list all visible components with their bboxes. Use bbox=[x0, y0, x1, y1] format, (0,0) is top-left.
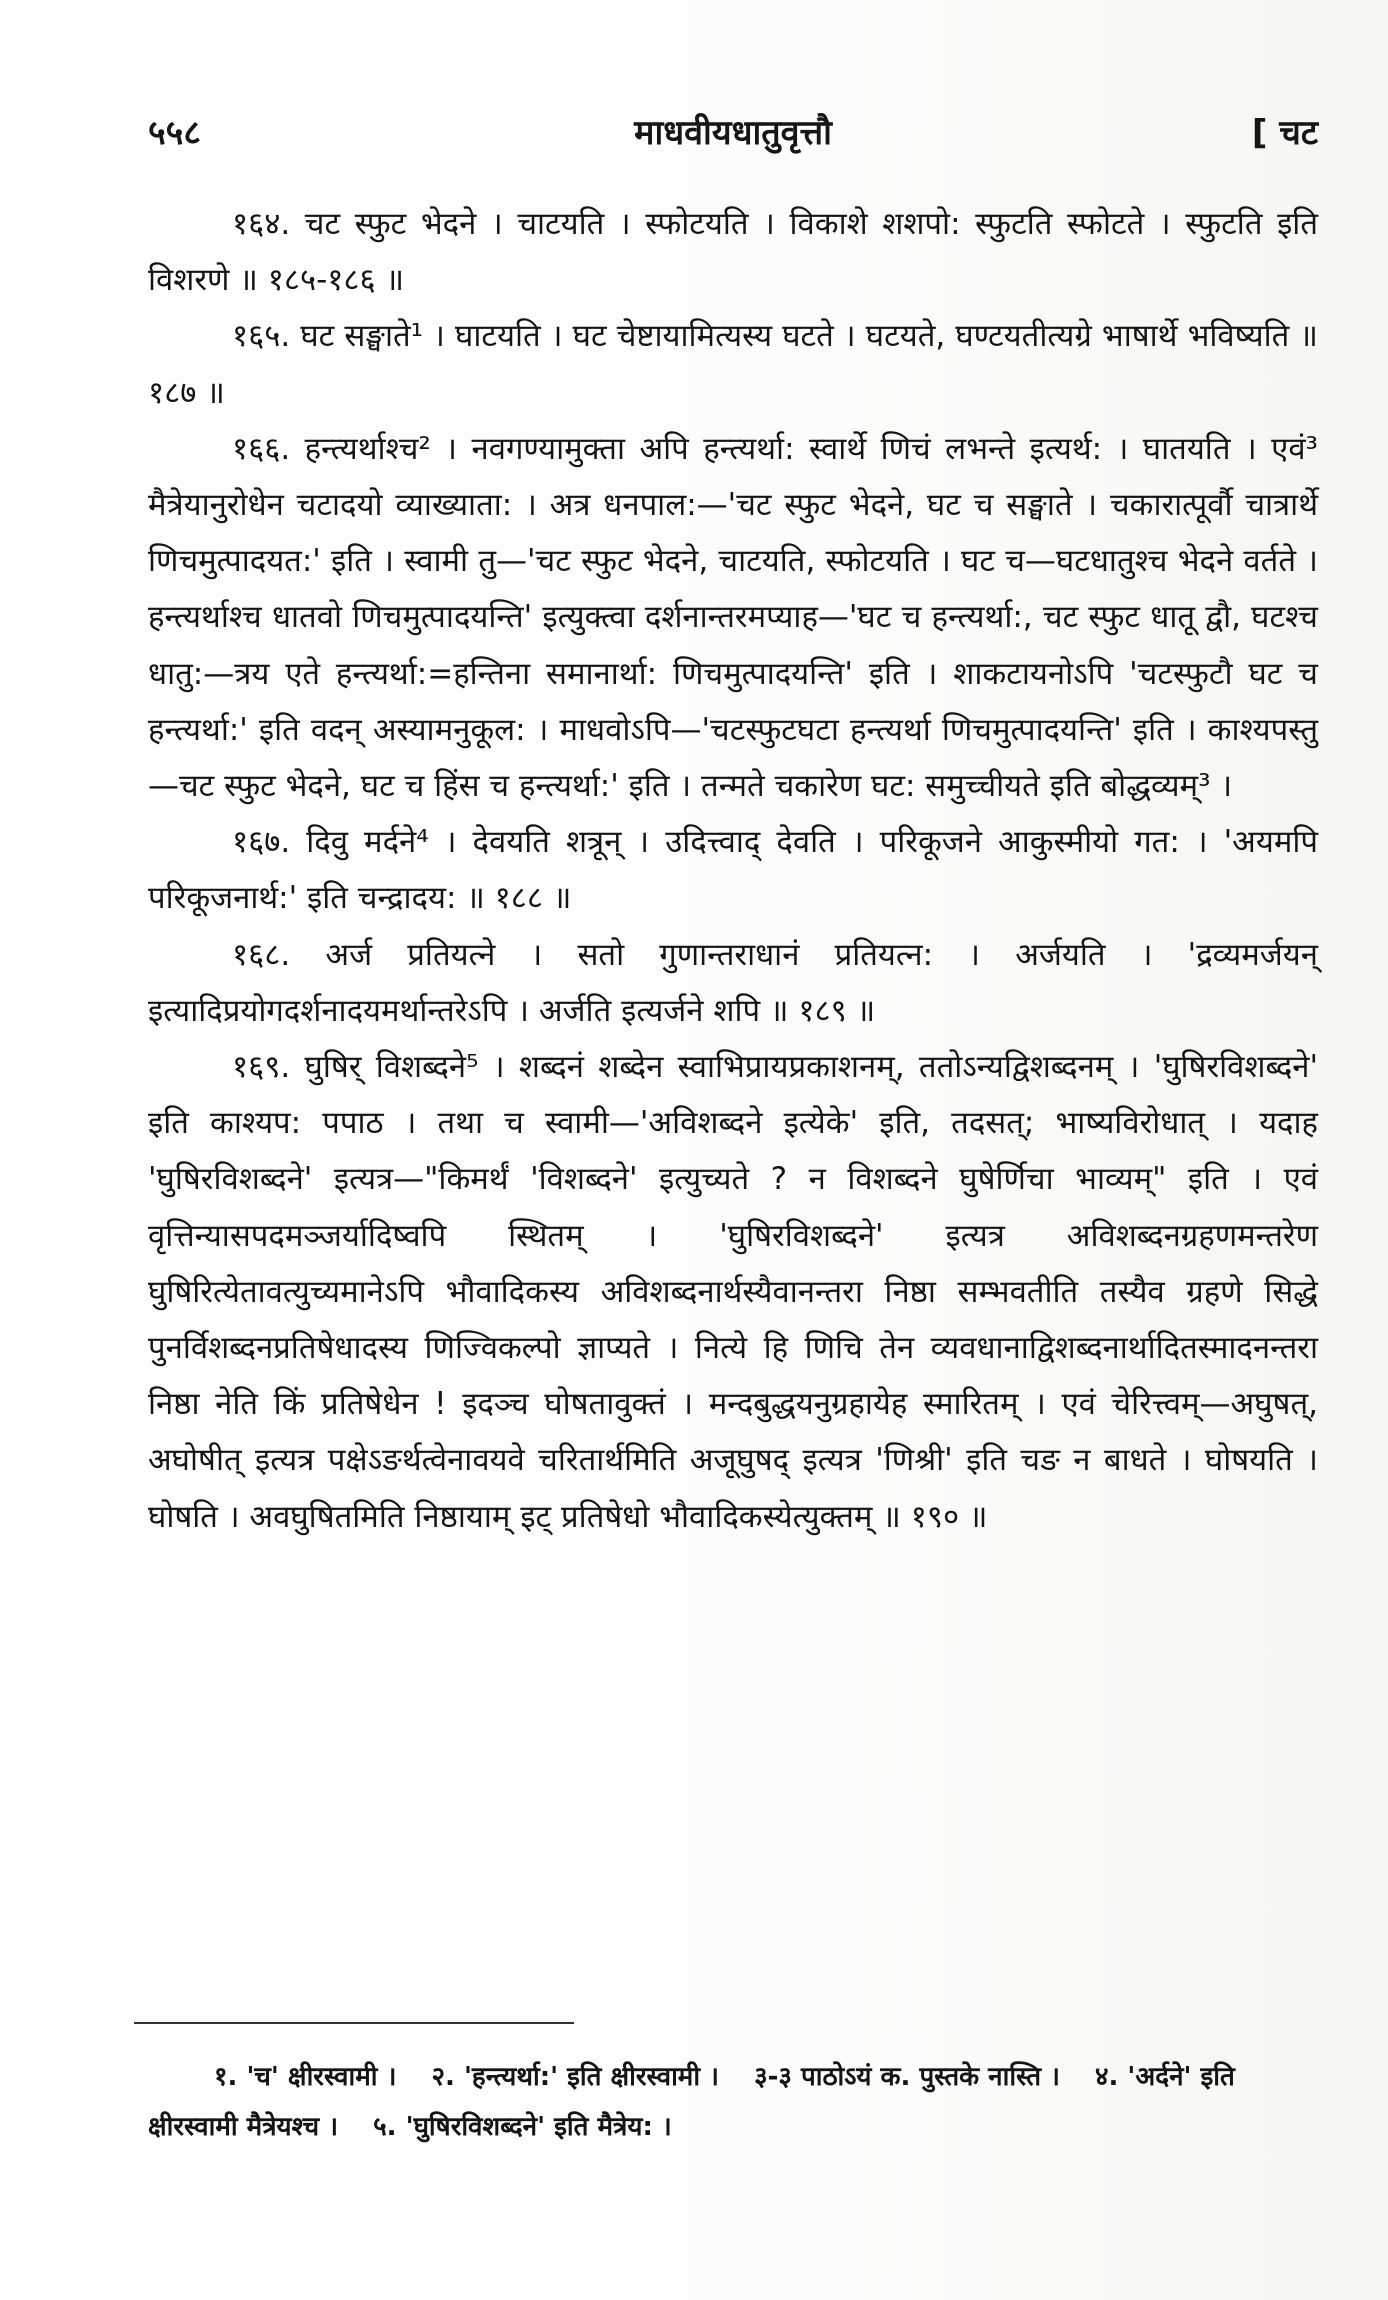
entry-166 bbox=[148, 421, 1318, 814]
entry-165 bbox=[148, 308, 1318, 420]
footnote-1: १. 'च' क्षीरस्वामी । bbox=[214, 2062, 397, 2092]
running-title: माधवीयधातुवृत्तौ bbox=[634, 113, 832, 153]
entry-heading: १६७. दिवु मर्दने⁴ । bbox=[232, 824, 457, 861]
footnotes bbox=[148, 2052, 1318, 2152]
entry-heading: १६६. हन्त्यर्थाश्च² । bbox=[232, 430, 458, 467]
entry-body: नवगण्यामुक्ता अपि हन्त्यर्था: स्वार्थे णिचं लभन्ते इत्यर्थ: । घातयति । एवं³ मैत्रेयानुरोधेन चटादयो व्याख्याता: । अत्र धनपाल:—'चट स्फुट भेदने, घट च सङ्घाते । चकारात्पूर्वौ चात्रार्थे णिचमुत्पादयत:' इति । स्वामी तु—'चट स्फुट भेदने, चाटयति, स्फोटयति । घट च—घटधातुश्च भेदने वर्तते । हन्त्यर्थाश्च धातवो णिचमुत्पादयन्ति' इत्युक्त्वा दर्शनान्तरमप्याह—'घट च हन्त्यर्था:, चट स्फुट धातू द्वौ, घटश्च धातु:—त्रय एते हन्त्यर्था:=हन्तिना समानार्था: णिचमुत्पादयन्ति' इति । शाकटायनोऽपि 'चटस्फुटौ घट च हन्त्यर्था:' इति वदन् अस्यामनुकूल: । माधवोऽपि—'चटस्फुटघटा हन्त्यर्था णिचमुत्पादयन्ति' इति । काश्यपस्तु—चट स्फुट भेदने, घट च हिंस च हन्त्यर्था:' इति । तन्मते चकारेण घट: समुच्चीयते इति बोद्धव्यम्³ । bbox=[148, 430, 1318, 805]
footnote-5: ५. 'घुषिरविशब्दने' इति मैत्रेय: । bbox=[373, 2112, 672, 2142]
entry-164 bbox=[148, 196, 1318, 308]
entry-body: शब्दनं शब्देन स्वाभिप्रायप्रकाशनम्, ततोऽन्यद्विशब्दनम् । 'घुषिरविशब्दने' इति काश्यप: पपाठ । तथा च स्वामी—'अविशब्दने इत्येके' इति, तदसत्; भाष्यविरोधात् । यदाह 'घुषिरविशब्दने' इत्यत्र—"किमर्थं 'विशब्दने' इत्युच्यते ? न विशब्दने घुषेर्णिचा भाव्यम्" इति । एवं वृत्तिन्यासपदमञ्जर्यादिष्वपि स्थितम् । 'घुषिरविशब्दने' इत्यत्र अविशब्दनग्रहणमन्तरेण घुषिरित्येतावत्युच्यमानेऽपि भौवादिकस्य अविशब्दनार्थस्यैवानन्तरा निष्ठा सम्भवतीति तस्यैव ग्रहणे सिद्धे पुनर्विशब्दनप्रतिषेधादस्य णिज्विकल्पो ज्ञाप्यते । नित्ये हि णिचि तेन व्यवधानाद्विशब्दनार्थादितस्मादनन्तरा निष्ठा नेति किं प्रतिषेधेन ! इदञ्च घोषतावुक्तं । मन्दबुद्धयनुग्रहायेह स्मारितम् । एवं चेरित्त्वम्—अघुषत्, अघोषीत् इत्यत्र पक्षेऽङर्थत्वेनावयवे चरितार्थमिति अजूघुषद् इत्यत्र 'णिश्री' इति चङ न बाधते । घोषयति । घोषति । अवघुषितमिति निष्ठायाम् इट् प्रतिषेधो भौवादिकस्येत्युक्तम् ॥ १९० ॥ bbox=[148, 1049, 1319, 1535]
section-marker: [ चट bbox=[1251, 113, 1318, 153]
entry-167 bbox=[148, 814, 1318, 926]
page-number: ५५८ bbox=[148, 113, 202, 153]
entry-169 bbox=[148, 1039, 1318, 1545]
entry-heading: १६८. अर्ज प्रतियत्ने । bbox=[232, 936, 543, 973]
page-header bbox=[148, 108, 1318, 168]
entry-heading: १६५. घट सङ्घाते¹ । bbox=[232, 318, 445, 355]
entry-body: चाटयति । स्फोटयति । विकाशे शशपो: स्फुटति स्फोटते । स्फुटति इति विशरणे ॥ १८५-१८६ ॥ bbox=[148, 206, 1319, 299]
main-text bbox=[148, 196, 1318, 1545]
entry-body: सतो गुणान्तराधानं प्रतियत्न: । अर्जयति । 'द्रव्यमर्जयन् इत्यादिप्रयोगदर्शनादयमर्थान्तरेऽपि । अर्जति इत्यर्जने शपि ॥ १८९ ॥ bbox=[148, 936, 1318, 1029]
entry-body: घाटयति । घट चेष्टायामित्यस्य घटते । घटयते, घण्टयतीत्यग्रे भाषार्थे भविष्यति ॥ १८७ ॥ bbox=[148, 318, 1318, 411]
entry-168 bbox=[148, 927, 1318, 1039]
footnote-4: ४. 'अर्दने' इति क्षीरस्वामी मैत्रेयश्च । bbox=[148, 2062, 1235, 2142]
entry-heading: १६९. घुषिर् विशब्दने⁵ । bbox=[232, 1049, 505, 1086]
entry-body: देवयति शत्रून् । उदित्त्वाद् देवति । परिकूजने आकुस्मीयो गत: । 'अयमपि परिकूजनार्थ:' इति चन्द्रादय: ॥ १८८ ॥ bbox=[148, 824, 1318, 917]
entry-heading: १६४. चट स्फुट भेदने । bbox=[232, 206, 503, 242]
footnote-3: ३-३ पाठोऽयं क. पुस्तके नास्ति । bbox=[754, 2062, 1060, 2092]
footnote-divider bbox=[134, 2022, 574, 2024]
footnote-2: २. 'हन्त्यर्था:' इति क्षीरस्वामी । bbox=[431, 2062, 719, 2092]
